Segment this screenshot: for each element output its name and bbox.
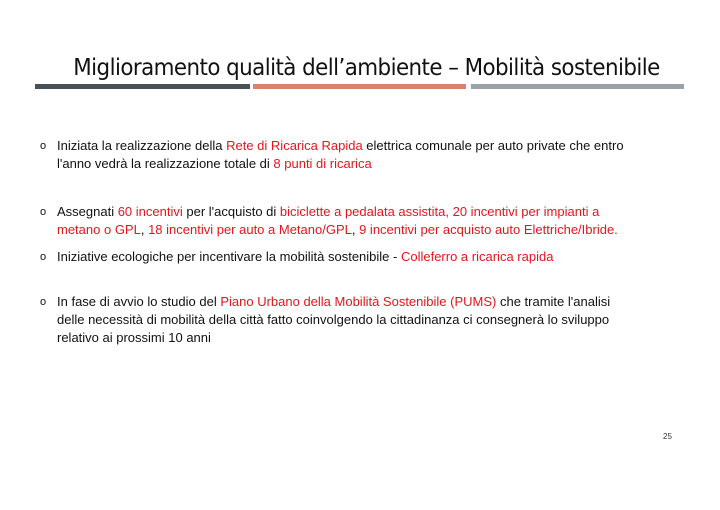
highlighted-text: 9 incentivi per acquisto auto Elettriche/Ibride. <box>359 222 618 237</box>
highlighted-text: 60 incentivi <box>117 204 183 219</box>
text-segment: In fase di avvio lo studio del <box>57 294 221 309</box>
text-segment: Iniziative ecologiche per incentivare la mobilità sostenibile - <box>57 249 401 264</box>
bullet-item-charging-network <box>40 137 640 173</box>
bullet-item-incentives <box>40 203 640 239</box>
slide-title: Miglioramento qualità dell’ambiente – Mobilità sostenibile <box>73 55 660 81</box>
hollow-circle-bullet-icon: o <box>40 296 47 308</box>
bullet-item-pums <box>40 293 640 347</box>
highlighted-text: 8 punti di ricarica <box>273 156 372 171</box>
hollow-circle-bullet-icon: o <box>40 206 47 218</box>
text-segment: Assegnati <box>57 204 118 219</box>
bullet-text <box>57 203 640 239</box>
bullet-text <box>57 248 640 266</box>
text-segment: elettrica comunale per auto private che entro l'anno vedrà la realizzazione totale di <box>57 138 624 171</box>
title-underline-salmon <box>253 84 466 89</box>
highlighted-text: Colleferro a ricarica rapida <box>400 249 554 264</box>
bullet-text <box>57 293 640 347</box>
hollow-circle-bullet-icon: o <box>40 251 47 263</box>
page-number: 25 <box>663 432 672 441</box>
highlighted-text: biciclette a pedalata assistita, 20 incentivi per impianti a metano o GPL <box>57 204 600 237</box>
bullet-text <box>57 137 640 173</box>
title-underline-gray <box>471 84 684 89</box>
text-segment: che tramite l'analisi delle necessità di mobilità della città fatto coinvolgendo la cittadinanza ci consegnerà lo sviluppo relativo ai prossimi 10 anni <box>57 294 611 345</box>
highlighted-text: Rete di Ricarica Rapida <box>226 138 363 153</box>
highlighted-text: 18 incentivi per auto a Metano/GPL <box>148 222 352 237</box>
text-segment: , <box>140 222 149 237</box>
title-underline-dark <box>35 84 250 89</box>
text-segment: per l'acquisto di <box>182 204 280 219</box>
text-segment: Iniziata la realizzazione della <box>57 138 227 153</box>
highlighted-text: Piano Urbano della Mobilità Sostenibile (PUMS) <box>220 294 497 309</box>
bullet-item-ecological-initiatives <box>40 248 640 266</box>
text-segment: , <box>351 222 360 237</box>
hollow-circle-bullet-icon: o <box>40 140 47 152</box>
